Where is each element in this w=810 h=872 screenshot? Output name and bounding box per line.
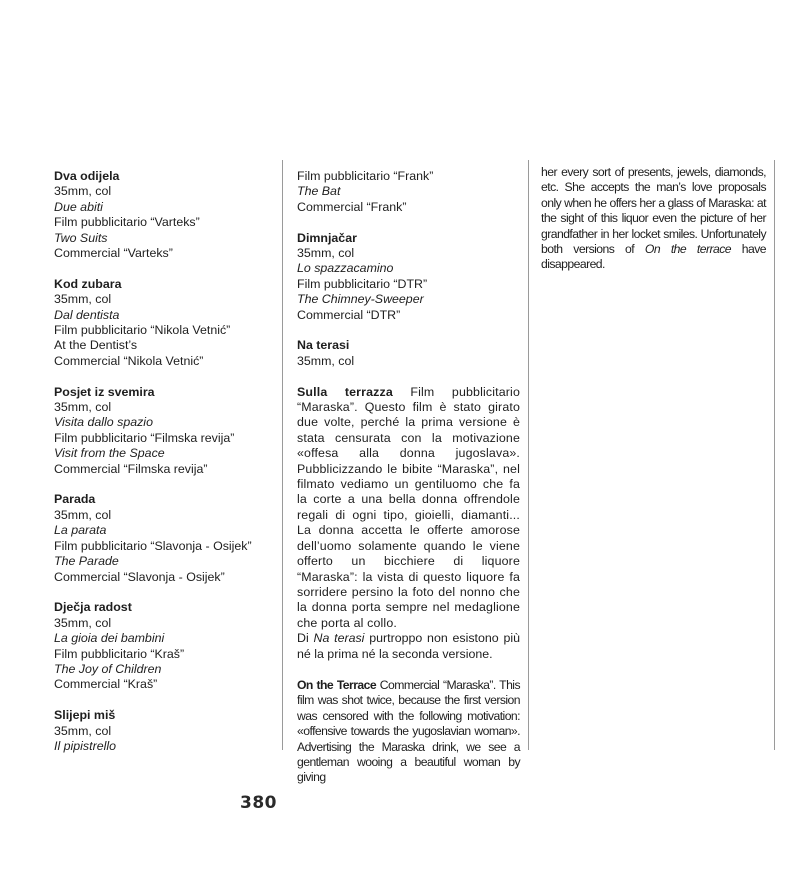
page-number: 380: [240, 793, 277, 813]
english-description-text: Commercial “Maraska”. This film was shot twice, because the first version was censored with the following motivation: «offensive towards the yugoslavian woman». Advertising the Maraska drink, we see a gentleman wooing a beautiful woman by giving: [297, 677, 520, 785]
film-detail-line: The Parade: [54, 554, 119, 569]
film-detail-line: Commercial “Filmska revija”: [54, 461, 208, 476]
film-detail-line: Film pubblicitario “Nikola Vetnić”: [54, 323, 231, 338]
film-detail-line: Commercial “Slavonja - Osijek”: [54, 569, 225, 584]
film-detail-line: Film pubblicitario “Varteks”: [54, 215, 200, 230]
film-detail-line: At the Dentist’s: [54, 338, 138, 353]
italian-note: [297, 631, 520, 662]
film-detail-line: Film pubblicitario “Filmska revija”: [54, 430, 235, 445]
italian-description: [297, 385, 520, 632]
italian-note-prefix: Di: [297, 631, 314, 646]
filmography-column-2: [297, 169, 520, 786]
film-entry-djecja-radost: [54, 600, 269, 692]
film-title: Posjet iz svemira: [54, 384, 155, 399]
film-detail-line: The Bat: [297, 184, 341, 199]
film-detail-line: Lo spazzacamino: [297, 261, 394, 276]
filmography-column-1: [54, 169, 269, 754]
column-divider-right: [528, 160, 529, 750]
film-detail-line: Visit from the Space: [54, 446, 165, 461]
film-detail-line: 35mm, col: [54, 723, 112, 738]
film-detail-line: The Joy of Children: [54, 661, 162, 676]
film-entry-na-terasi: [297, 338, 520, 369]
film-entry-dimnjacar: [297, 231, 520, 323]
film-detail-line: Commercial “DTR”: [297, 307, 401, 322]
film-entry-parada: [54, 492, 269, 584]
film-entry-kod-zubara: [54, 277, 269, 369]
column-divider-left: [282, 160, 283, 750]
film-detail-line: Il pipistrello: [54, 738, 116, 753]
film-title: Slijepi miš: [54, 708, 116, 723]
film-detail-line: La parata: [54, 523, 107, 538]
english-description: [297, 678, 520, 786]
film-title: Na terasi: [297, 338, 350, 353]
film-title: Kod zubara: [54, 276, 122, 291]
film-detail-line: 35mm, col: [54, 292, 112, 307]
film-detail-line: 35mm, col: [54, 507, 112, 522]
film-detail-line: Two Suits: [54, 230, 108, 245]
film-entry-dva-odijela: [54, 169, 269, 261]
film-detail-line: Film pubblicitario “Slavonja - Osijek”: [54, 538, 252, 553]
film-detail-line: 35mm, col: [54, 615, 112, 630]
italian-description-lead: Sulla terrazza: [297, 384, 393, 399]
film-detail-line: Film pubblicitario “Frank”: [297, 169, 434, 183]
italian-note-suffix: purtroppo non esistono più né la prima né la seconda versione.: [297, 631, 520, 661]
filmography-column-3: [541, 165, 766, 273]
film-detail-line: 35mm, col: [54, 400, 112, 415]
film-detail-line: Film pubblicitario “Kraš”: [54, 646, 185, 661]
film-detail-line: 35mm, col: [297, 353, 355, 368]
film-detail-line: 35mm, col: [54, 184, 112, 199]
film-detail-line: La gioia dei bambini: [54, 631, 165, 646]
film-detail-line: Dal dentista: [54, 307, 120, 322]
entry-continuation: [297, 169, 520, 215]
english-continued-suffix: have disappeared.: [541, 242, 766, 272]
film-title: Dimnjačar: [297, 230, 357, 245]
film-detail-line: Due abiti: [54, 199, 103, 214]
english-continued-title: On the terrace: [644, 242, 731, 257]
column-divider-outer: [774, 160, 775, 750]
film-detail-line: Commercial “Frank”: [297, 199, 407, 214]
film-detail-line: 35mm, col: [297, 246, 355, 261]
film-title: Dva odijela: [54, 169, 120, 183]
italian-note-title: Na terasi: [313, 631, 365, 646]
film-title: Parada: [54, 492, 96, 507]
film-detail-line: Film pubblicitario “DTR”: [297, 276, 428, 291]
film-detail-line: The Chimney-Sweeper: [297, 292, 424, 307]
film-detail-line: Commercial “Varteks”: [54, 246, 173, 261]
film-title: Dječja radost: [54, 600, 132, 615]
film-detail-line: Commercial “Kraš”: [54, 677, 158, 692]
column-2-entries: [297, 231, 520, 370]
english-description-lead: On the Terrace: [297, 677, 377, 692]
film-entry-slijepi-mis: [54, 708, 269, 754]
italian-description-text: Film pubblicitario “Maraska”. Questo film è stato girato due volte, perché la prima versione è stata censurata con la motivazione «offesa alla donna jugoslava». Pubblicizzando le bibite “Maraska”, nel filmato vediamo un gentiluomo che fa la corte a una bella donna offrendole regali di ogni tipo, gioielli, diamanti... La donna accetta le offerte amorose dell’uomo solamente quando le viene offerto un bicchiere di liquore “Maraska”: la vista di questo liquore fa sorridere persino la foto del nonno che la donna porta sempre nel medaglione che porta al collo.: [297, 384, 520, 630]
film-detail-line: Commercial “Nikola Vetnić”: [54, 353, 204, 368]
english-continued-text: her every sort of presents, jewels, diamonds, etc. She accepts the man’s love proposals only when he offers her a glass of Maraska: at the sight of this liquor even the picture of her grandfather in her locket smiles. Unfortunately both versions of: [541, 165, 766, 257]
english-description-continued: [541, 165, 766, 273]
film-detail-line: Visita dallo spazio: [54, 415, 153, 430]
film-entry-posjet-iz-svemira: [54, 385, 269, 477]
